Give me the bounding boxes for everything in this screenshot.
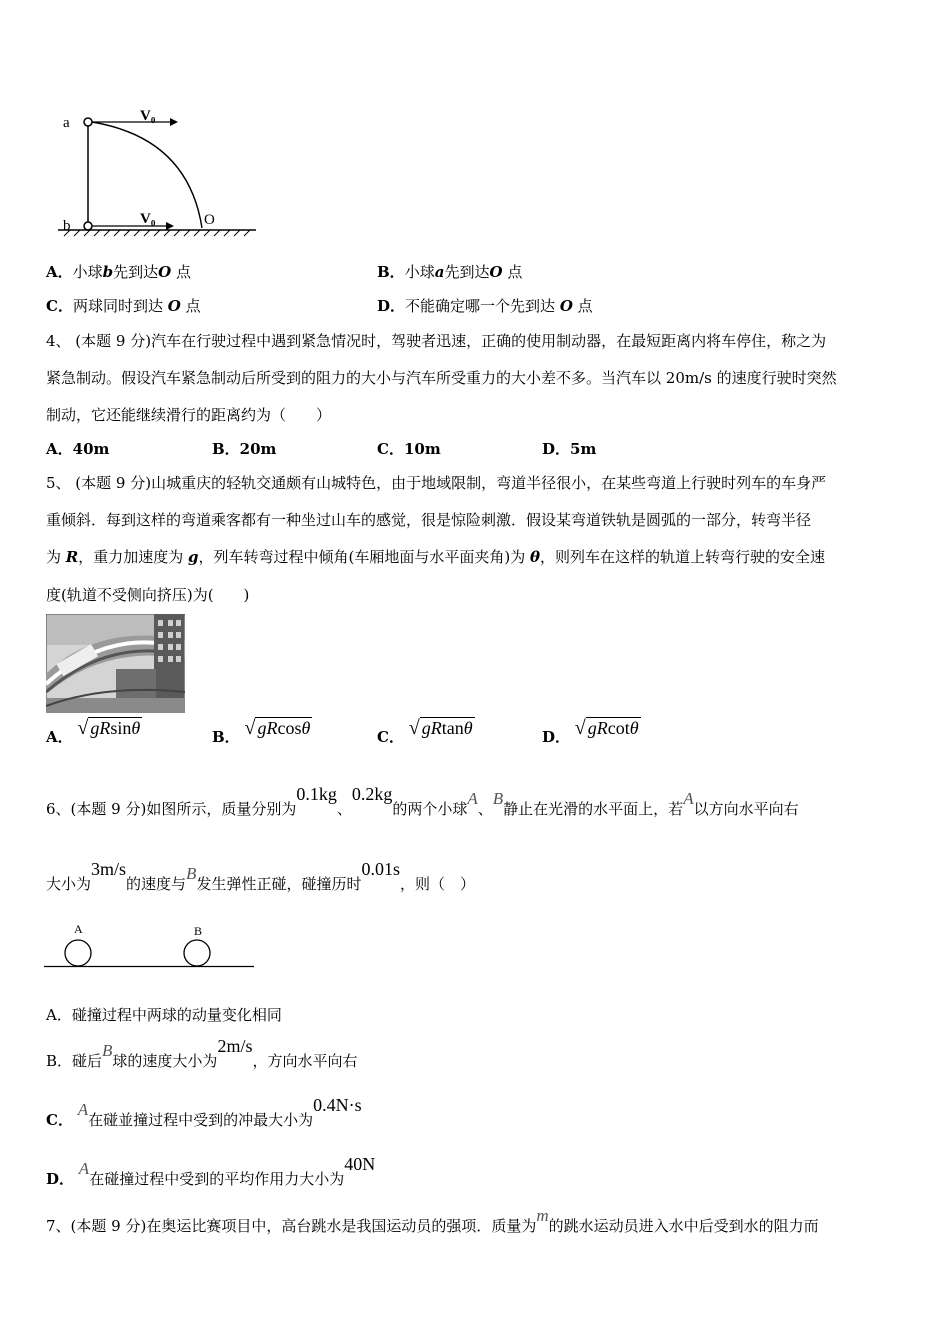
q5-line-4: 度(轨道不受侧向挤压)为( ) (46, 586, 250, 604)
q4-option-c[interactable]: C．10m (377, 440, 441, 458)
q4-line-1: 4、 (本题 9 分)汽车在行驶过程中遇到紧急情况时，驾驶者迅速，正确的使用制动器，在最短距离内将车停住，称之为 (46, 332, 827, 350)
q4-option-b[interactable]: B．20m (212, 440, 277, 458)
two-balls-figure (44, 920, 256, 972)
q5-option-c[interactable]: C． √ gRtanθ (377, 717, 473, 746)
ball-b (84, 222, 92, 230)
q5-option-d[interactable]: D． √ gRcotθ (542, 717, 639, 746)
q5-line-1: 5、 (本题 9 分)山城重庆的轻轨交通颇有山城特色，由于地域限制，弯道半径很小，在某些弯道上行驶时列车的车身严 (46, 474, 827, 492)
q5-option-a[interactable]: A． √ gRsinθ (46, 717, 141, 746)
q6-line-2: 大小为3m/s的速度与B发生弹性正碰，碰撞历时0.01s，则（ ） (46, 859, 475, 893)
ball-b (184, 940, 210, 966)
q3-option-c[interactable]: C．两球同时到达 O 点 (46, 297, 201, 315)
fig-label-a: A (74, 922, 83, 936)
q4-line-2: 紧急制动。假设汽车紧急制动后所受到的阻力的大小与汽车所受重力的大小差不多。当汽车以 20m/s 的速度行驶时突然 (46, 369, 837, 387)
q5-option-b[interactable]: B． √ gRcosθ (212, 717, 311, 746)
q3-option-b[interactable]: B．小球a先到达O 点 (377, 263, 523, 281)
q4-line-3: 制动，它还能继续滑行的距离约为（ ） (46, 406, 332, 424)
q7-line-1: 7、(本题 9 分)在奥运比赛项目中，高台跳水是我国运动员的强项．质量为m的跳水运动员进入水中后受到水的阻力而 (46, 1206, 819, 1235)
q5-line-3: 为 R，重力加速度为 g，列车转弯过程中倾角(车厢地面与水平面夹角)为 θ，则列车在这样的轨道上转弯行驶的安全速 (46, 548, 826, 566)
q3-option-a[interactable]: A．小球b先到达O 点 (46, 263, 192, 281)
q6-option-b[interactable]: B．碰后B球的速度大小为2m/s，方向水平向右 (46, 1036, 358, 1070)
q6-option-d[interactable]: D． A在碰撞过程中受到的平均作用力大小为40N (46, 1154, 376, 1188)
q4-option-d[interactable]: D．5m (542, 440, 597, 458)
label-v0-top: V₀ (140, 108, 156, 124)
q5-line-2: 重倾斜．每到这样的弯道乘客都有一种坐过山车的感觉，很是惊险刺激．假设某弯道铁轨是圆弧的一部分，转弯半径 (46, 511, 812, 529)
q4-option-a[interactable]: A．40m (46, 440, 110, 458)
fig-label-b: B (194, 924, 203, 938)
label-a: a (63, 115, 70, 131)
q6-option-c[interactable]: C． A在碰並撞过程中受到的冲最大小为0.4N·s (46, 1095, 362, 1129)
q6-line-1: 6、(本题 9 分)如图所示，质量分别为0.1kg、0.2kg的两个小球A、B静止在光滑的水平面上，若A以方向水平向右 (46, 784, 799, 818)
projectile-figure (58, 108, 263, 243)
ball-a (84, 118, 92, 126)
q6-option-a[interactable]: A．碰撞过程中两球的动量变化相同 (46, 1006, 282, 1024)
monorail-photo (46, 614, 185, 713)
label-v0-bottom: V₀ (140, 211, 156, 227)
q3-option-d[interactable]: D．不能确定哪一个先到达 O 点 (377, 297, 593, 315)
label-b: b (63, 218, 71, 234)
ball-a (65, 940, 91, 966)
label-o: O (204, 212, 215, 228)
